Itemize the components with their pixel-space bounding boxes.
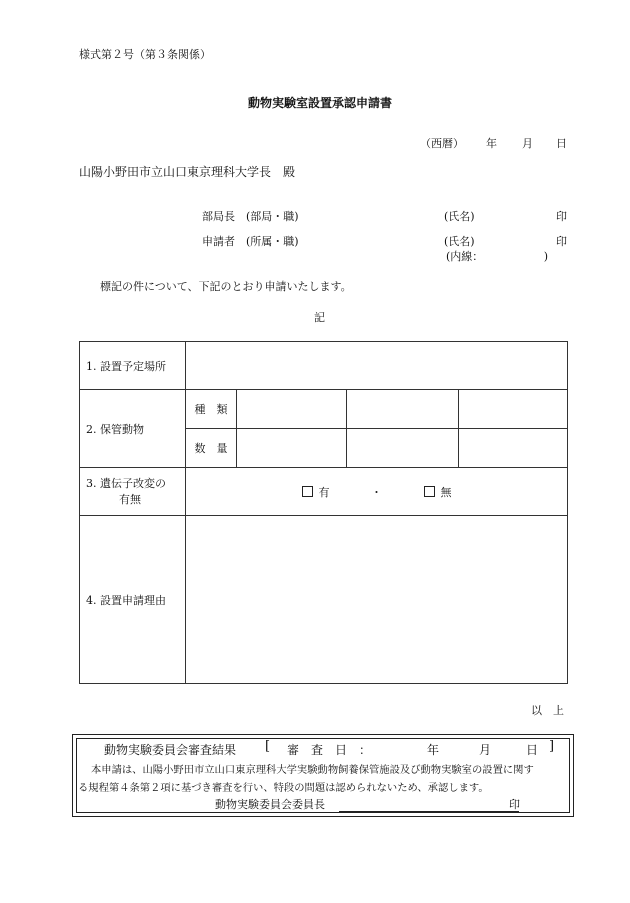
applicant-label: 申請者 (所属・職) bbox=[202, 235, 299, 248]
yes-option[interactable] bbox=[302, 486, 330, 499]
review-text-line2: る規程第４条第２項に基づき審査を行い、特段の問題は認められないため、承認します。 bbox=[78, 782, 489, 794]
date-day: 日 bbox=[556, 137, 567, 150]
gene-label-line1: 3. 遺伝子改変の bbox=[86, 476, 166, 490]
species-field-2[interactable] bbox=[347, 390, 459, 429]
date-year: 年 bbox=[486, 137, 497, 150]
ki-heading: 記 bbox=[314, 311, 325, 324]
species-label: 種 類 bbox=[186, 390, 237, 429]
review-text-line1: 本申請は、山陽小野田市立山口東京理科大学実験動物飼養保管施設及び動物実験室の設置に関す bbox=[91, 764, 534, 776]
quantity-label: 数 量 bbox=[186, 429, 237, 468]
no-checkbox[interactable] bbox=[424, 486, 435, 497]
review-header: 動物実験委員会審査結果 bbox=[104, 743, 237, 757]
application-table bbox=[79, 341, 568, 684]
reason-field[interactable] bbox=[186, 516, 568, 684]
gene-modification-options bbox=[186, 468, 568, 516]
addressee: 山陽小野田市立山口東京理科大学長 殿 bbox=[79, 165, 296, 179]
department-head-name-label: (氏名) bbox=[444, 210, 475, 223]
quantity-field-3[interactable] bbox=[459, 429, 568, 468]
location-field[interactable] bbox=[186, 342, 568, 390]
yes-label: 有 bbox=[318, 485, 330, 499]
option-separator: ・ bbox=[371, 485, 382, 499]
species-field-1[interactable] bbox=[237, 390, 347, 429]
date-era: （西暦） bbox=[420, 137, 464, 150]
review-result-inner bbox=[76, 738, 570, 813]
ijou: 以 上 bbox=[531, 704, 564, 717]
yes-checkbox[interactable] bbox=[302, 486, 313, 497]
quantity-field-2[interactable] bbox=[347, 429, 459, 468]
no-label: 無 bbox=[440, 485, 452, 499]
no-option[interactable] bbox=[424, 486, 452, 499]
intro-text: 標記の件について、下記のとおり申請いたします。 bbox=[100, 280, 352, 293]
applicant-name-label: (氏名) bbox=[444, 235, 475, 248]
committee-chair-label: 動物実験委員会委員長 bbox=[215, 798, 325, 811]
animals-label: 2. 保管動物 bbox=[80, 390, 186, 468]
review-result-box bbox=[72, 734, 574, 817]
species-field-3[interactable] bbox=[459, 390, 568, 429]
review-day: 日 bbox=[526, 743, 539, 757]
review-month: 月 bbox=[479, 743, 492, 757]
gene-modification-label bbox=[80, 468, 186, 516]
department-head-label: 部局長 (部局・職) bbox=[202, 210, 299, 223]
date-month: 月 bbox=[522, 137, 533, 150]
department-head-seal: 印 bbox=[556, 210, 567, 223]
applicant-extension: (内線： ) bbox=[446, 250, 549, 263]
committee-chair-seal: 印 bbox=[509, 798, 520, 811]
gene-label-line2: 有無 bbox=[119, 492, 141, 506]
bracket-open: [ bbox=[265, 739, 271, 754]
applicant-seal: 印 bbox=[556, 235, 567, 248]
reason-label: 4. 設置申請理由 bbox=[80, 516, 186, 684]
signature-line[interactable] bbox=[339, 811, 519, 812]
review-year: 年 bbox=[427, 743, 440, 757]
location-label: 1. 設置予定場所 bbox=[80, 342, 186, 390]
form-number: 様式第２号（第３条関係） bbox=[79, 48, 211, 61]
document-title: 動物実験室設置承認申請書 bbox=[248, 96, 393, 110]
quantity-field-1[interactable] bbox=[237, 429, 347, 468]
bracket-close: ] bbox=[549, 739, 555, 754]
review-date-label: 審 査 日 ： bbox=[287, 743, 372, 757]
